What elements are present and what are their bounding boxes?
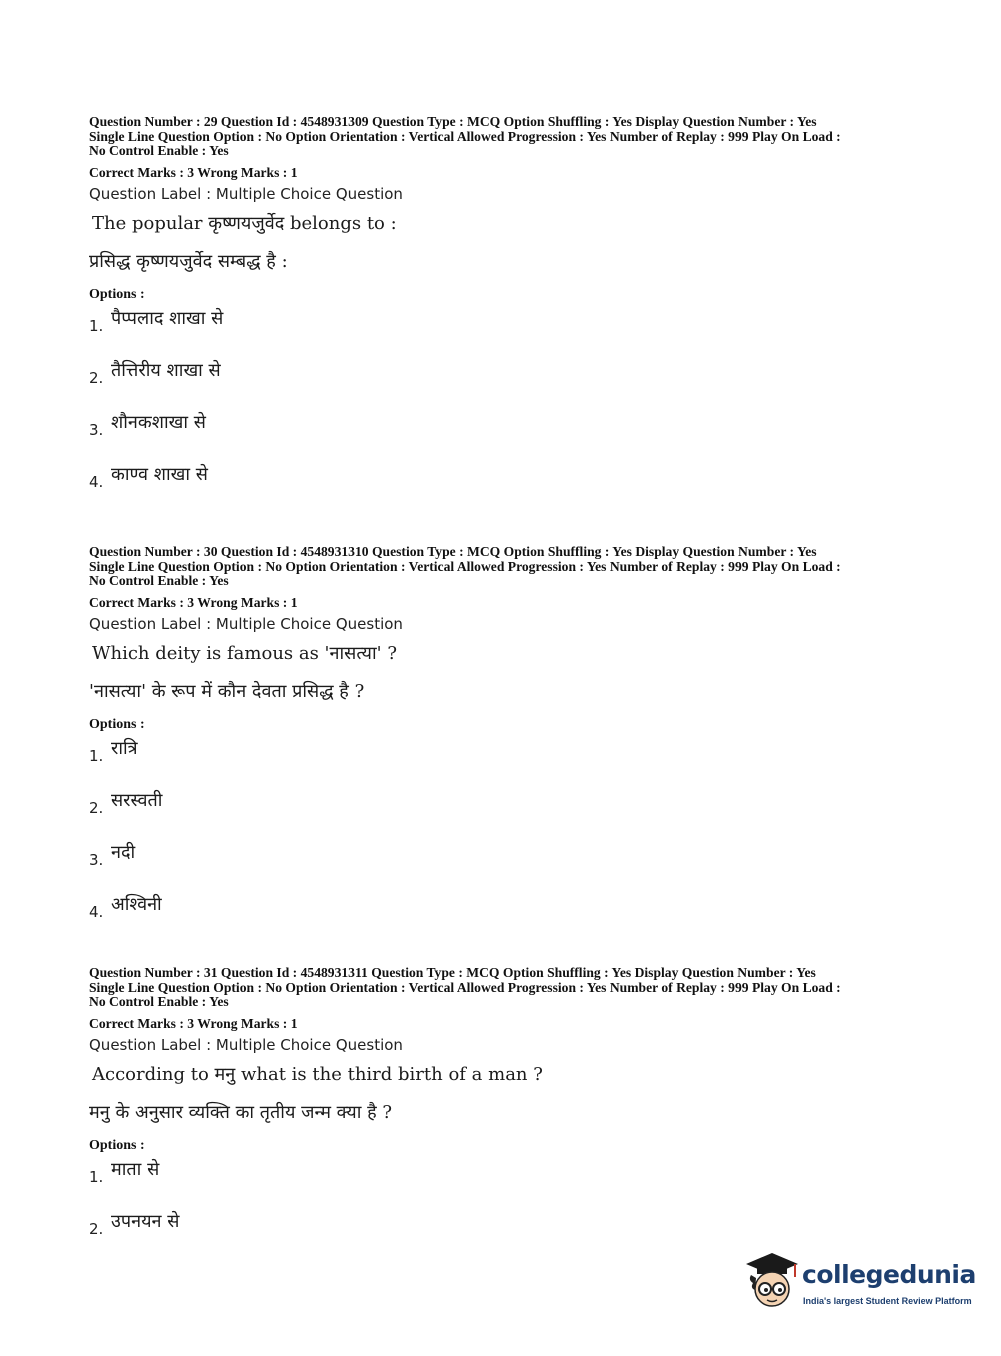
option-item xyxy=(89,737,919,765)
option-number: 3. xyxy=(89,850,104,869)
option-item xyxy=(89,789,919,817)
question-meta-line: Single Line Question Option : No Option Orientation : Vertical Allowed Progression : Yes Number of Replay : 999 Play On Load : xyxy=(89,128,841,144)
logo-name: collegedunia xyxy=(802,1260,976,1289)
question-label: Question Label : Multiple Choice Question xyxy=(89,614,403,633)
option-number: 3. xyxy=(89,420,104,439)
option-item xyxy=(89,1210,919,1238)
option-text: नदी xyxy=(111,841,136,863)
option-text: पैप्पलाद शाखा से xyxy=(111,307,224,329)
option-item xyxy=(89,463,919,491)
question-block-31 xyxy=(89,966,919,1238)
option-item xyxy=(89,1158,919,1186)
options-heading: Options : xyxy=(89,716,145,732)
question-meta-line: Question Number : 30 Question Id : 4548931310 Question Type : MCQ Option Shuffling : Yes Display Question Number : Yes xyxy=(89,544,817,559)
option-number: 1. xyxy=(89,746,104,765)
option-text: शौनकशाखा से xyxy=(111,411,206,433)
question-meta-line: No Control Enable : Yes xyxy=(89,994,229,1010)
option-text: उपनयन से xyxy=(111,1210,180,1232)
question-meta-line: No Control Enable : Yes xyxy=(89,143,229,159)
question-meta-line: Single Line Question Option : No Option Orientation : Vertical Allowed Progression : Yes Number of Replay : 999 Play On Load : xyxy=(89,558,841,574)
option-text: सरस्वती xyxy=(111,789,163,811)
question-text-english: Which deity is famous as 'नासत्या' ? xyxy=(92,642,397,664)
question-block-30 xyxy=(89,545,919,921)
option-item xyxy=(89,893,919,921)
question-marks: Correct Marks : 3 Wrong Marks : 1 xyxy=(89,1015,298,1031)
collegedunia-logo xyxy=(742,1250,976,1310)
option-number: 1. xyxy=(89,1167,104,1186)
option-text: अश्विनी xyxy=(111,893,162,915)
question-label: Question Label : Multiple Choice Question xyxy=(89,184,403,203)
option-item xyxy=(89,841,919,869)
option-text: काण्व शाखा से xyxy=(111,463,208,485)
mascot-icon xyxy=(742,1250,800,1310)
option-number: 4. xyxy=(89,472,104,491)
question-marks: Correct Marks : 3 Wrong Marks : 1 xyxy=(89,164,298,180)
logo-tagline: India's largest Student Review Platform xyxy=(803,1296,972,1306)
question-block-29 xyxy=(89,115,919,491)
option-text: माता से xyxy=(111,1158,160,1180)
question-text-hindi: प्रसिद्ध कृष्णयजुर्वेद सम्बद्ध है : xyxy=(89,250,288,272)
question-text-english: The popular कृष्णयजुर्वेद belongs to : xyxy=(92,212,397,234)
question-meta-line: Question Number : 31 Question Id : 4548931311 Question Type : MCQ Option Shuffling : Yes Display Question Number : Yes xyxy=(89,965,816,980)
option-number: 2. xyxy=(89,1219,104,1238)
options-heading: Options : xyxy=(89,286,145,302)
question-text-english: According to मनु what is the third birth of a man ? xyxy=(92,1063,543,1085)
question-meta-line: Single Line Question Option : No Option Orientation : Vertical Allowed Progression : Yes Number of Replay : 999 Play On Load : xyxy=(89,979,841,995)
option-number: 2. xyxy=(89,368,104,387)
option-number: 4. xyxy=(89,902,104,921)
option-text: तैत्तिरीय शाखा से xyxy=(111,359,221,381)
question-marks: Correct Marks : 3 Wrong Marks : 1 xyxy=(89,594,298,610)
question-text-hindi: 'नासत्या' के रूप में कौन देवता प्रसिद्ध है ? xyxy=(89,680,365,702)
option-item xyxy=(89,359,919,387)
question-meta-line: Question Number : 29 Question Id : 4548931309 Question Type : MCQ Option Shuffling : Yes Display Question Number : Yes xyxy=(89,114,817,129)
question-label: Question Label : Multiple Choice Question xyxy=(89,1035,403,1054)
option-item xyxy=(89,307,919,335)
option-item xyxy=(89,411,919,439)
options-heading: Options : xyxy=(89,1137,145,1153)
option-number: 2. xyxy=(89,798,104,817)
question-meta-line: No Control Enable : Yes xyxy=(89,573,229,589)
option-text: रात्रि xyxy=(111,737,138,759)
option-number: 1. xyxy=(89,316,104,335)
question-text-hindi: मनु के अनुसार व्यक्ति का तृतीय जन्म क्या है ? xyxy=(89,1101,393,1123)
